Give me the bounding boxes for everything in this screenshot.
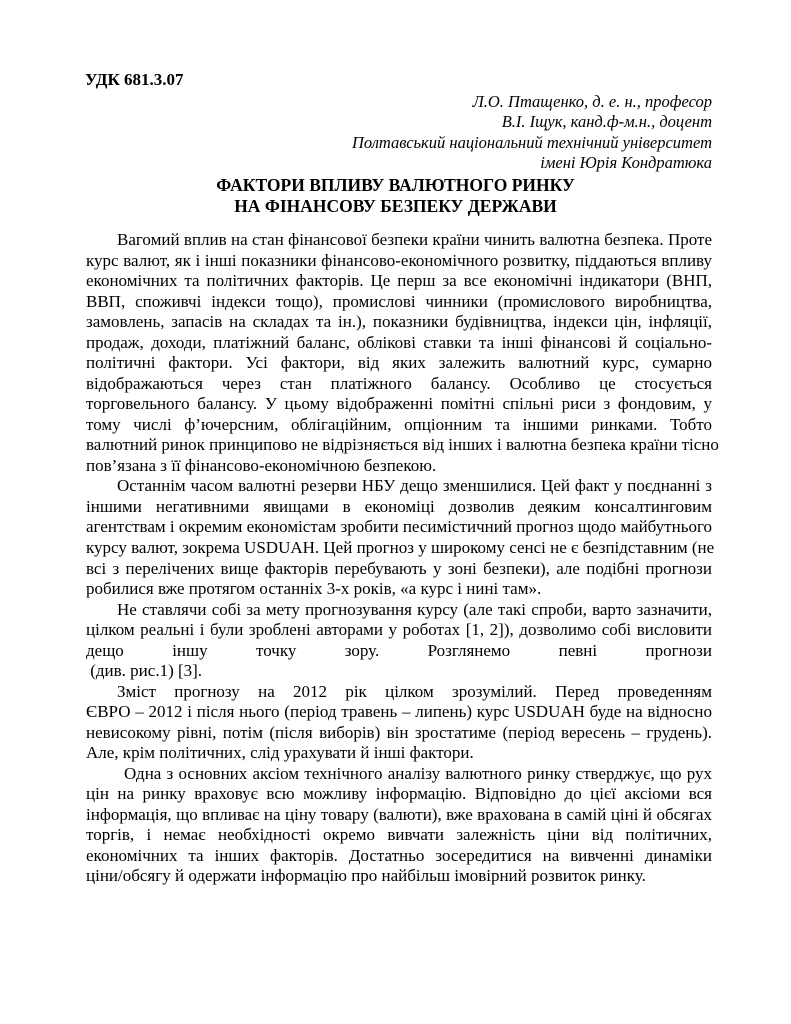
author-2: В.І. Іщук, канд.ф-м.н., доцент	[501, 112, 712, 132]
title-line-1: ФАКТОРИ ВПЛИВУ ВАЛЮТНОГО РИНКУ	[216, 175, 575, 195]
paragraph	[86, 600, 712, 682]
article-title	[0, 175, 791, 217]
paragraph	[86, 230, 719, 476]
paragraph-line: політичні фактори. Усі фактори, від яких залежить валютний курс, сумарно	[86, 353, 712, 373]
paragraph-line: валютний ринок принципово не відрізняється від інших і валютна безпека країни тісно	[86, 435, 719, 455]
paragraph-line: робилися вже протягом останніх 3-х років, «а курс і нині там».	[86, 579, 542, 599]
paragraph-line: інформація, що впливає на ціну товару (валюти), вже врахована в самій ціні й обсягах	[86, 804, 712, 824]
paragraph-line: невисокому рівні, потім (після виборів) він зростатиме (період вересень – грудень).	[86, 722, 712, 742]
paragraph-line: ЄВРО – 2012 і після нього (період травень – липень) курс USDUAH буде на відносно	[86, 702, 712, 722]
paragraph-line: іншими негативними явищами в економіці дозволив деяким консалтинговим	[86, 496, 712, 516]
paragraph	[86, 476, 715, 599]
paragraph	[86, 764, 712, 887]
paragraph-line: замовлень, запасів на складах та ін.), показники будівництва, індекси цін, інфляції,	[86, 312, 712, 332]
paragraph-line: торгів, і немає необхідності окремо вивчати залежність ціни від політичних,	[86, 825, 712, 845]
paragraph-line: всі з перелічених вище факторів перебувають у зоні безпеки), але подібні прогнози	[86, 558, 712, 578]
paragraph-line: Одна з основних аксіом технічного аналізу валютного ринку стверджує, що рух	[124, 763, 712, 783]
paragraph-line: відображаються через стан платіжного балансу. Особливо це стосується	[86, 373, 712, 393]
affiliation-name: імені Юрія Кондратюка	[540, 152, 712, 172]
paragraph-line: цін на ринку враховує всю можливу інформацію. Відповідно до цієї аксіоми вся	[86, 784, 712, 804]
article-body	[86, 230, 719, 887]
paragraph-line: Не ставлячи собі за мету прогнозування курсу (але такі спроби, варто зазначити,	[117, 599, 712, 619]
paragraph-line: економічних та політичних факторів. Це перш за все економічні індикатори (ВНП,	[86, 271, 712, 291]
paragraph-line: Але, крім політичних, слід урахувати й інші фактори.	[86, 743, 474, 763]
udk-code: УДК 681.3.07	[85, 70, 184, 89]
paragraph-line: ціни/обсягу й одержати інформацію про найбільш імовірний розвиток ринку.	[86, 866, 646, 886]
affiliation: Полтавський національний технічний університет	[351, 132, 712, 152]
authors-block	[352, 92, 712, 173]
paragraph-line: пов’язана з її фінансово-економічною безпекою.	[86, 455, 437, 475]
paragraph-line: агентствам і окремим економістам зробити песимістичний прогноз щодо майбутнього	[86, 517, 712, 537]
paragraph-line: економічних та інших факторів. Достатньо зосередитися на вивченні динаміки	[86, 845, 712, 865]
paragraph-line: торговельного балансу. У цьому відображенні помітні спільні риси з фондовим, у	[86, 394, 712, 414]
paragraph-line: ВВП, споживчі індекси тощо), промислові чинники (промислового виробництва,	[86, 291, 712, 311]
paragraph-line: Останнім часом валютні резерви НБУ дещо зменшилися. Цей факт у поєднанні з	[117, 476, 712, 496]
paragraph-line: Вагомий вплив на стан фінансової безпеки країни чинить валютна безпека. Проте	[117, 230, 712, 249]
paragraph-line: цілком реальні і були зроблені авторами у роботах [1, 2]), дозволимо собі висловити	[86, 620, 712, 640]
title-line-2: НА ФІНАНСОВУ БЕЗПЕКУ ДЕРЖАВИ	[234, 196, 557, 216]
author-1: Л.О. Птащенко, д. е. н., професор	[472, 92, 712, 111]
paragraph-line: курсу валют, зокрема USDUAH. Цей прогноз у широкому сенсі не є безпідставним (не	[86, 537, 715, 557]
paragraph-line: тому числі ф’ючерсним, облігаційним, опціонним та іншими ринками. Тобто	[86, 414, 712, 434]
paragraph-line: дещо іншу точку зору. Розглянемо певні прогнози	[86, 640, 712, 660]
paragraph-line: курс валют, як і інші показники фінансово-економічного розвитку, піддаються впливу	[86, 250, 712, 270]
paragraph-line: Зміст прогнозу на 2012 рік цілком зрозумілий. Перед проведенням	[117, 681, 712, 701]
paragraph-line: (див. рис.1) [3].	[86, 661, 203, 681]
paragraph	[86, 682, 712, 764]
paragraph-line: продаж, доходи, платіжний баланс, облікові ставки та інші фінансові й соціально-	[86, 332, 712, 352]
